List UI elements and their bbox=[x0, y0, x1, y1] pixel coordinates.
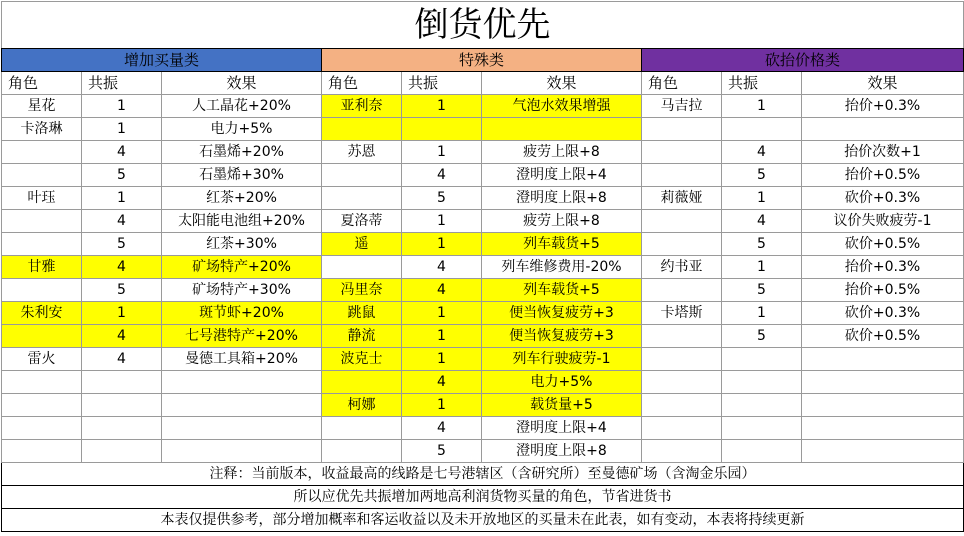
buy-effect-cell: 石墨烯+30% bbox=[162, 164, 322, 187]
buy-role-cell: 雷火 bbox=[2, 348, 82, 371]
price-role-cell bbox=[642, 325, 722, 348]
buy-resonance-cell: 4 bbox=[82, 210, 162, 233]
price-role-cell bbox=[642, 141, 722, 164]
table-row bbox=[2, 164, 964, 187]
buy-role-cell: 甘雅 bbox=[2, 256, 82, 279]
special-effect-cell: 列车行驶疲劳-1 bbox=[482, 348, 642, 371]
price-resonance-cell bbox=[722, 417, 802, 440]
special-effect-cell: 电力+5% bbox=[482, 371, 642, 394]
special-role-cell: 遥 bbox=[322, 233, 402, 256]
table-row bbox=[2, 325, 964, 348]
price-resonance-cell bbox=[722, 348, 802, 371]
special-effect-cell: 载货量+5 bbox=[482, 394, 642, 417]
price-role-cell bbox=[642, 279, 722, 302]
buy-role-cell bbox=[2, 233, 82, 256]
section-special-header: 特殊类 bbox=[322, 49, 642, 72]
buy-resonance-cell bbox=[82, 440, 162, 463]
buy-role-cell bbox=[2, 141, 82, 164]
table-row bbox=[2, 302, 964, 325]
special-resonance-cell: 1 bbox=[402, 95, 482, 118]
buy-role-cell: 朱利安 bbox=[2, 302, 82, 325]
column-header-resonance: 共振 bbox=[82, 72, 162, 95]
special-resonance-cell: 5 bbox=[402, 187, 482, 210]
table-row bbox=[2, 256, 964, 279]
special-role-cell bbox=[322, 371, 402, 394]
price-effect-cell bbox=[802, 371, 964, 394]
special-resonance-cell: 1 bbox=[402, 141, 482, 164]
column-header-resonance: 共振 bbox=[402, 72, 482, 95]
special-role-cell: 静流 bbox=[322, 325, 402, 348]
price-role-cell: 马吉拉 bbox=[642, 95, 722, 118]
buy-effect-cell: 曼德工具箱+20% bbox=[162, 348, 322, 371]
special-effect-cell: 便当恢复疲劳+3 bbox=[482, 302, 642, 325]
buy-effect-cell: 红茶+30% bbox=[162, 233, 322, 256]
price-resonance-cell: 1 bbox=[722, 256, 802, 279]
special-resonance-cell: 1 bbox=[402, 325, 482, 348]
price-role-cell bbox=[642, 440, 722, 463]
buy-resonance-cell: 4 bbox=[82, 141, 162, 164]
buy-role-cell bbox=[2, 417, 82, 440]
buy-effect-cell: 电力+5% bbox=[162, 118, 322, 141]
buy-effect-cell: 矿场特产+20% bbox=[162, 256, 322, 279]
price-resonance-cell: 4 bbox=[722, 141, 802, 164]
price-resonance-cell: 5 bbox=[722, 325, 802, 348]
buy-resonance-cell bbox=[82, 417, 162, 440]
special-effect-cell: 疲劳上限+8 bbox=[482, 210, 642, 233]
column-header-effect: 效果 bbox=[482, 72, 642, 95]
price-effect-cell: 砍价+0.3% bbox=[802, 187, 964, 210]
price-resonance-cell: 5 bbox=[722, 279, 802, 302]
price-resonance-cell bbox=[722, 371, 802, 394]
price-effect-cell: 抬价+0.3% bbox=[802, 256, 964, 279]
special-effect-cell: 列车维修费用-20% bbox=[482, 256, 642, 279]
buy-resonance-cell: 1 bbox=[82, 187, 162, 210]
price-effect-cell: 砍价+0.5% bbox=[802, 233, 964, 256]
buy-role-cell bbox=[2, 325, 82, 348]
special-effect-cell: 澄明度上限+8 bbox=[482, 440, 642, 463]
price-resonance-cell: 1 bbox=[722, 187, 802, 210]
price-effect-cell bbox=[802, 348, 964, 371]
special-effect-cell: 疲劳上限+8 bbox=[482, 141, 642, 164]
price-effect-cell: 抬价+0.5% bbox=[802, 164, 964, 187]
price-effect-cell: 抬价次数+1 bbox=[802, 141, 964, 164]
special-role-cell bbox=[322, 440, 402, 463]
special-effect-cell: 气泡水效果增强 bbox=[482, 95, 642, 118]
buy-resonance-cell: 4 bbox=[82, 256, 162, 279]
buy-resonance-cell bbox=[82, 371, 162, 394]
buy-effect-cell: 太阳能电池组+20% bbox=[162, 210, 322, 233]
price-role-cell bbox=[642, 118, 722, 141]
special-role-cell bbox=[322, 118, 402, 141]
price-role-cell: 莉薇娅 bbox=[642, 187, 722, 210]
price-effect-cell bbox=[802, 394, 964, 417]
special-resonance-cell: 1 bbox=[402, 210, 482, 233]
special-resonance-cell: 1 bbox=[402, 233, 482, 256]
table-row bbox=[2, 118, 964, 141]
price-effect-cell bbox=[802, 440, 964, 463]
price-effect-cell: 抬价+0.5% bbox=[802, 279, 964, 302]
special-resonance-cell: 5 bbox=[402, 440, 482, 463]
price-role-cell bbox=[642, 417, 722, 440]
price-role-cell bbox=[642, 394, 722, 417]
special-resonance-cell: 1 bbox=[402, 394, 482, 417]
special-resonance-cell bbox=[402, 118, 482, 141]
buy-effect-cell bbox=[162, 394, 322, 417]
page-title: 倒货优先 bbox=[2, 2, 964, 49]
column-header-role: 角色 bbox=[322, 72, 402, 95]
note-line-3: 本表仅提供参考，部分增加概率和客运收益以及未开放地区的买量未在此表，如有变动，本表将持续更新 bbox=[2, 509, 964, 532]
table-row bbox=[2, 394, 964, 417]
column-header-resonance: 共振 bbox=[722, 72, 802, 95]
buy-role-cell: 叶珏 bbox=[2, 187, 82, 210]
table-row bbox=[2, 233, 964, 256]
table-row bbox=[2, 440, 964, 463]
priority-table bbox=[1, 1, 964, 532]
price-resonance-cell: 1 bbox=[722, 302, 802, 325]
special-effect-cell: 列车载货+5 bbox=[482, 233, 642, 256]
table-row bbox=[2, 187, 964, 210]
special-role-cell bbox=[322, 417, 402, 440]
price-effect-cell: 议价失败疲劳-1 bbox=[802, 210, 964, 233]
column-header-role: 角色 bbox=[2, 72, 82, 95]
buy-role-cell bbox=[2, 371, 82, 394]
buy-resonance-cell: 5 bbox=[82, 233, 162, 256]
special-role-cell: 柯娜 bbox=[322, 394, 402, 417]
buy-resonance-cell: 1 bbox=[82, 95, 162, 118]
table-row bbox=[2, 417, 964, 440]
buy-role-cell bbox=[2, 440, 82, 463]
buy-role-cell bbox=[2, 210, 82, 233]
table-row bbox=[2, 348, 964, 371]
buy-resonance-cell: 1 bbox=[82, 302, 162, 325]
column-header-role: 角色 bbox=[642, 72, 722, 95]
buy-effect-cell bbox=[162, 440, 322, 463]
section-buy-header: 增加买量类 bbox=[2, 49, 322, 72]
special-role-cell: 跳鼠 bbox=[322, 302, 402, 325]
section-price-header: 砍抬价格类 bbox=[642, 49, 964, 72]
special-effect-cell: 澄明度上限+8 bbox=[482, 187, 642, 210]
special-role-cell bbox=[322, 256, 402, 279]
buy-role-cell bbox=[2, 394, 82, 417]
price-resonance-cell: 1 bbox=[722, 95, 802, 118]
buy-resonance-cell: 5 bbox=[82, 164, 162, 187]
buy-resonance-cell: 5 bbox=[82, 279, 162, 302]
special-role-cell: 波克士 bbox=[322, 348, 402, 371]
special-resonance-cell: 4 bbox=[402, 164, 482, 187]
buy-effect-cell: 斑节虾+20% bbox=[162, 302, 322, 325]
price-effect-cell: 砍价+0.5% bbox=[802, 325, 964, 348]
buy-effect-cell: 矿场特产+30% bbox=[162, 279, 322, 302]
table-row bbox=[2, 279, 964, 302]
table-row bbox=[2, 371, 964, 394]
special-effect-cell: 澄明度上限+4 bbox=[482, 164, 642, 187]
price-role-cell bbox=[642, 233, 722, 256]
price-role-cell: 卡塔斯 bbox=[642, 302, 722, 325]
table-row bbox=[2, 95, 964, 118]
buy-resonance-cell: 4 bbox=[82, 325, 162, 348]
special-role-cell: 亚利奈 bbox=[322, 95, 402, 118]
special-resonance-cell: 1 bbox=[402, 302, 482, 325]
note-line-2: 所以应优先共振增加两地高利润货物买量的角色，节省进货书 bbox=[2, 486, 964, 509]
price-resonance-cell bbox=[722, 394, 802, 417]
column-header-effect: 效果 bbox=[802, 72, 964, 95]
price-effect-cell: 抬价+0.3% bbox=[802, 95, 964, 118]
special-resonance-cell: 1 bbox=[402, 348, 482, 371]
table-row bbox=[2, 141, 964, 164]
special-role-cell: 冯里奈 bbox=[322, 279, 402, 302]
special-role-cell bbox=[322, 164, 402, 187]
buy-role-cell: 卡洛琳 bbox=[2, 118, 82, 141]
buy-effect-cell: 七号港特产+20% bbox=[162, 325, 322, 348]
special-resonance-cell: 4 bbox=[402, 417, 482, 440]
price-role-cell: 约书亚 bbox=[642, 256, 722, 279]
buy-resonance-cell: 4 bbox=[82, 348, 162, 371]
special-effect-cell: 澄明度上限+4 bbox=[482, 417, 642, 440]
price-resonance-cell bbox=[722, 118, 802, 141]
buy-resonance-cell: 1 bbox=[82, 118, 162, 141]
note-line-1: 注释：当前版本，收益最高的线路是七号港辖区（含研究所）至曼德矿场（含淘金乐园） bbox=[2, 463, 964, 486]
price-resonance-cell: 5 bbox=[722, 233, 802, 256]
special-resonance-cell: 4 bbox=[402, 371, 482, 394]
special-role-cell: 夏洛蒂 bbox=[322, 210, 402, 233]
buy-resonance-cell bbox=[82, 394, 162, 417]
buy-effect-cell: 石墨烯+20% bbox=[162, 141, 322, 164]
buy-effect-cell bbox=[162, 371, 322, 394]
table-row bbox=[2, 210, 964, 233]
price-effect-cell: 砍价+0.3% bbox=[802, 302, 964, 325]
special-role-cell: 苏恩 bbox=[322, 141, 402, 164]
price-resonance-cell: 4 bbox=[722, 210, 802, 233]
price-resonance-cell: 5 bbox=[722, 164, 802, 187]
price-role-cell bbox=[642, 371, 722, 394]
buy-role-cell bbox=[2, 279, 82, 302]
buy-role-cell: 星花 bbox=[2, 95, 82, 118]
buy-effect-cell: 人工晶花+20% bbox=[162, 95, 322, 118]
special-effect-cell bbox=[482, 118, 642, 141]
special-role-cell bbox=[322, 187, 402, 210]
price-role-cell bbox=[642, 210, 722, 233]
price-effect-cell bbox=[802, 118, 964, 141]
special-resonance-cell: 4 bbox=[402, 256, 482, 279]
special-effect-cell: 列车载货+5 bbox=[482, 279, 642, 302]
buy-effect-cell bbox=[162, 417, 322, 440]
price-resonance-cell bbox=[722, 440, 802, 463]
price-role-cell bbox=[642, 164, 722, 187]
buy-role-cell bbox=[2, 164, 82, 187]
buy-effect-cell: 红茶+20% bbox=[162, 187, 322, 210]
price-effect-cell bbox=[802, 417, 964, 440]
column-header-effect: 效果 bbox=[162, 72, 322, 95]
price-role-cell bbox=[642, 348, 722, 371]
special-effect-cell: 便当恢复疲劳+3 bbox=[482, 325, 642, 348]
special-resonance-cell: 4 bbox=[402, 279, 482, 302]
